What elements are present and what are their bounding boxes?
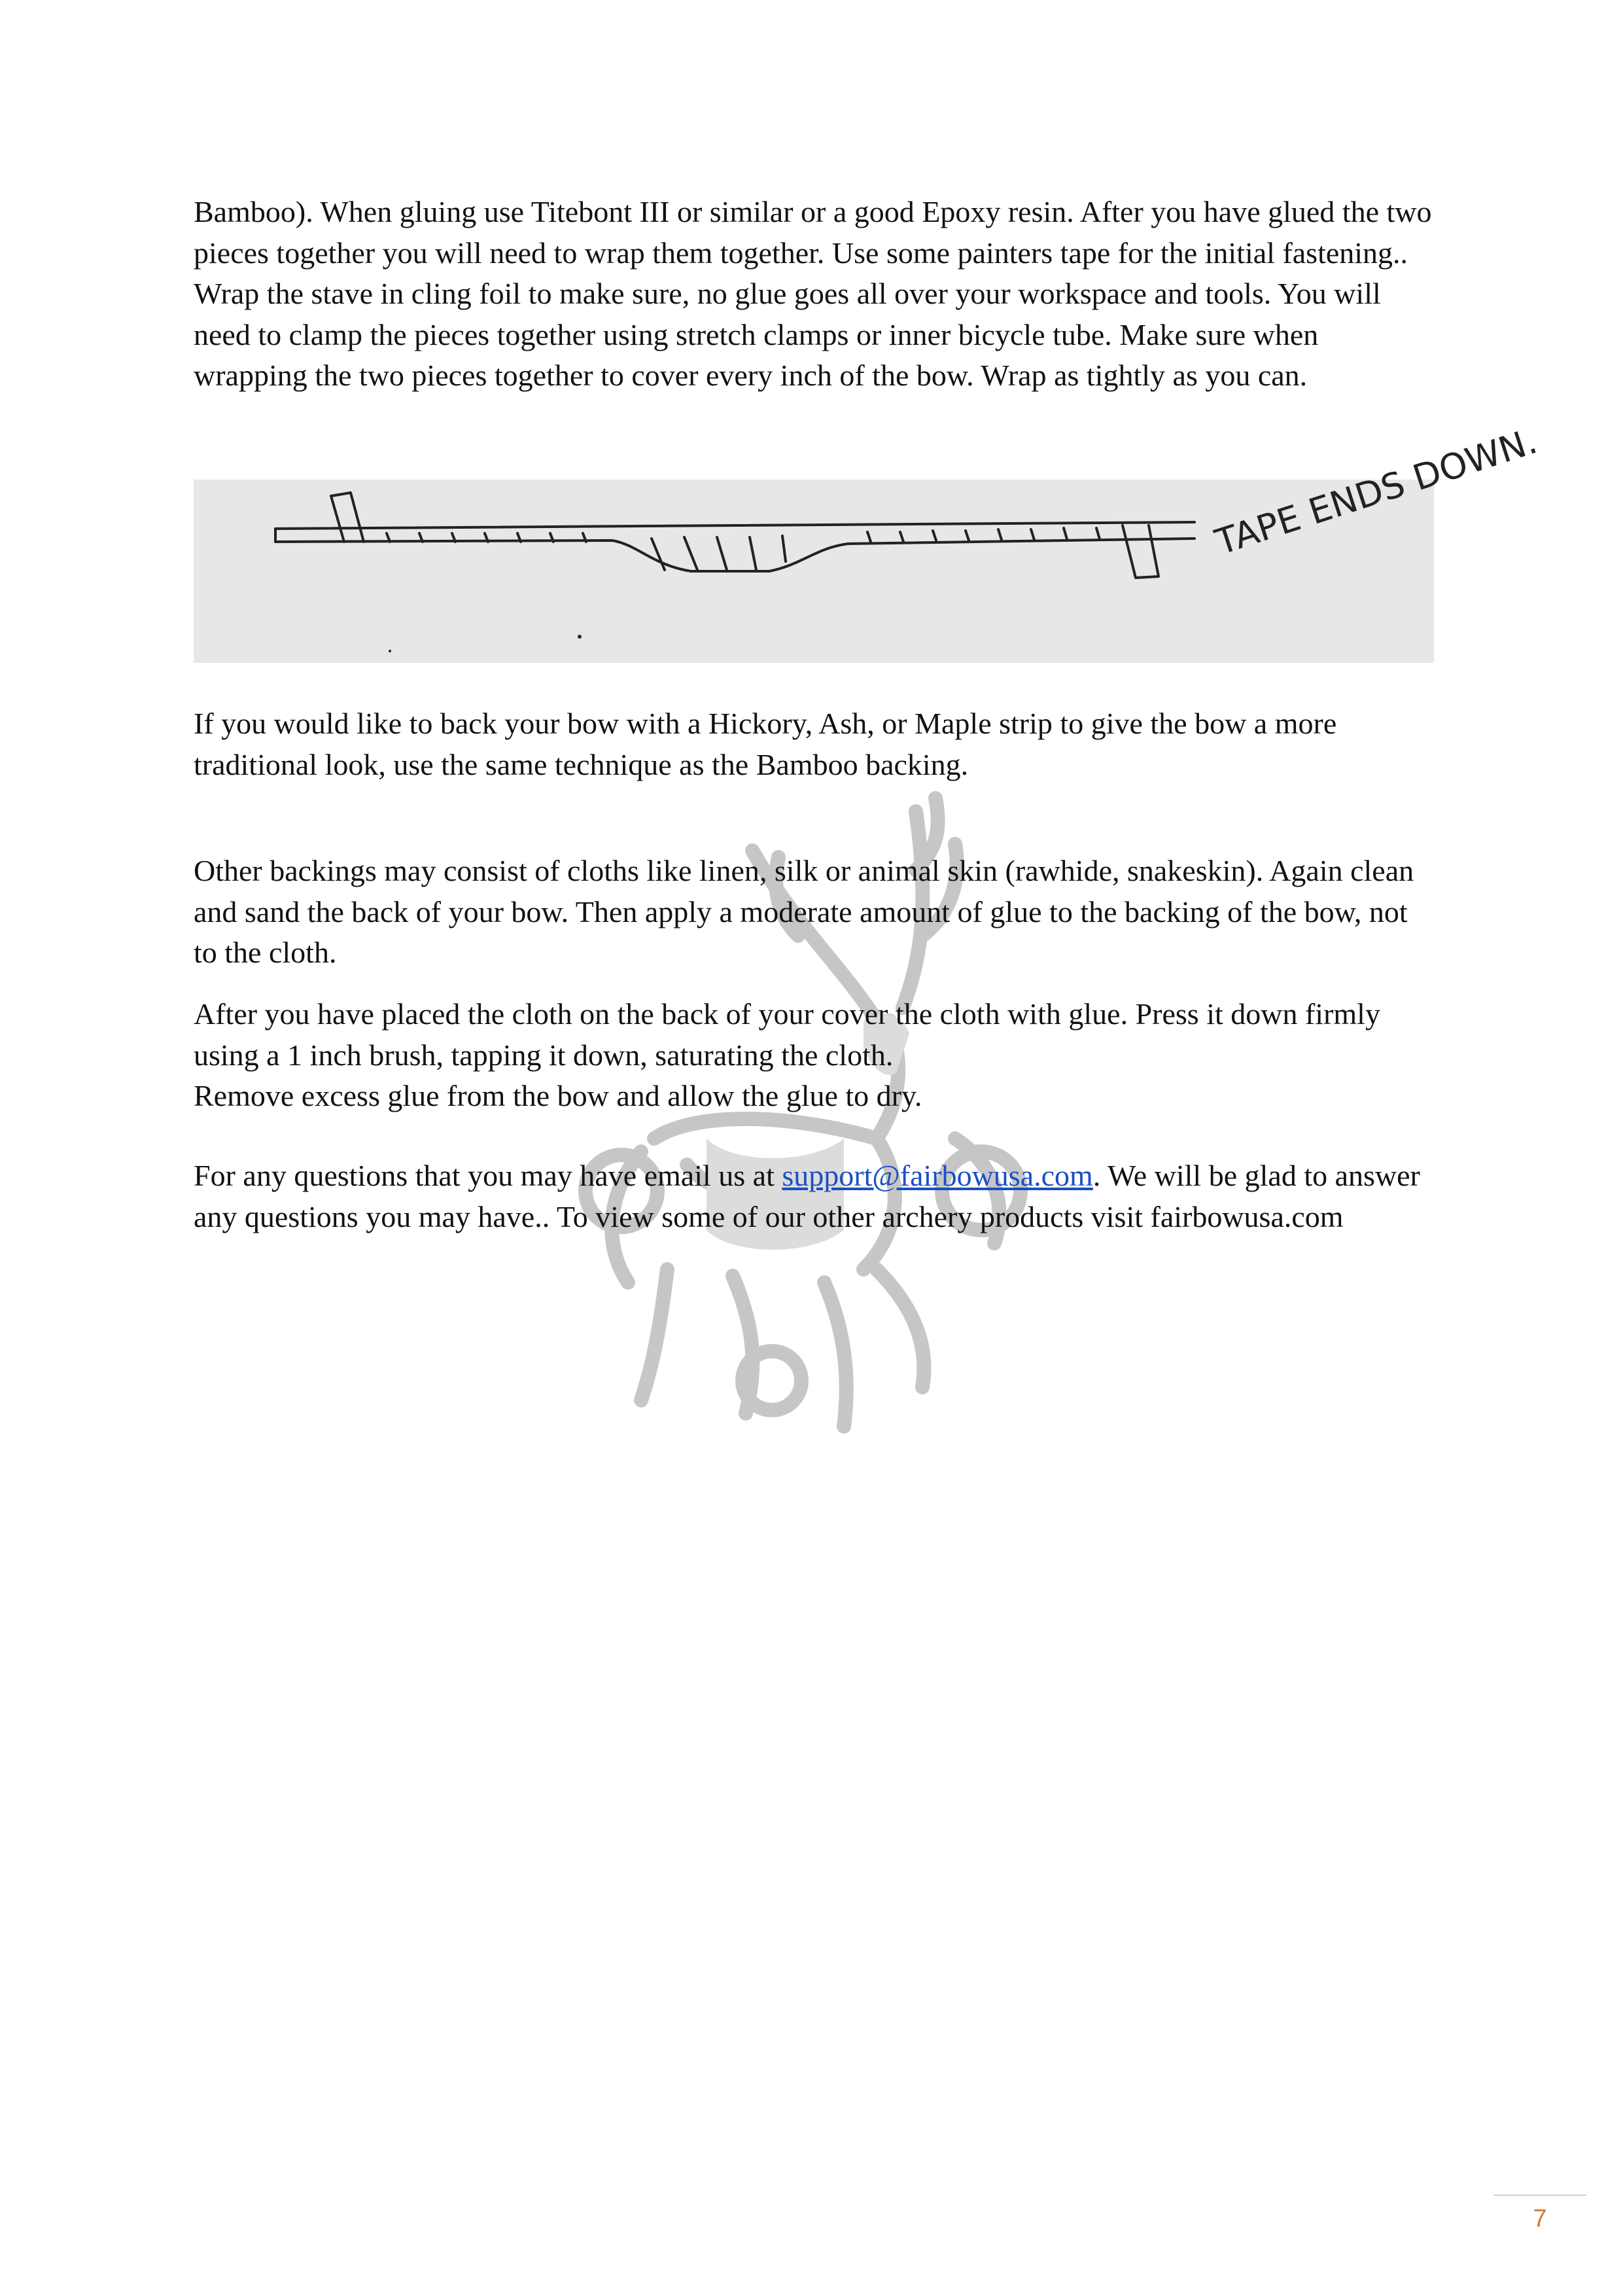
paragraph-text: Other backings may consist of cloths like linen, silk or animal skin (rawhide, snakeskin). Again clean and sand the back of your bow. Then apply a moderate amount of glue to the backing of the bow, not to the cloth. <box>194 854 1414 969</box>
support-email-link[interactable]: support@fairbowusa.com <box>782 1159 1093 1192</box>
paragraph-text-line-2: Remove excess glue from the bow and allow the glue to dry. <box>194 1079 922 1112</box>
handwritten-note-text: TAPE ENDS DOWN. <box>1210 420 1543 563</box>
paragraph-text: If you would like to back your bow with a Hickory, Ash, or Maple strip to give the bow a more traditional look, use the same technique as the Bamboo backing. <box>194 707 1337 781</box>
paragraph-hardwood-backing <box>194 703 1437 785</box>
page-number: 7 <box>1533 2205 1547 2233</box>
paragraph-cloth-backing <box>194 851 1437 974</box>
paragraph-text: Bamboo). When gluing use Titebont III or similar or a good Epoxy resin. After you have glued the two pieces together you will need to wrap them together. Use some painters tape for the initial fastening.. Wrap the stave in cling foil to make sure, no glue goes all over your workspace and tools. You will need to clamp the pieces together using stretch clamps or inner bicycle tube. Make sure when wrapping the two pieces together to cover every inch of the bow. Wrap as tightly as you can. <box>194 195 1432 392</box>
sketch-background <box>194 480 1434 663</box>
bow-wrapping-sketch <box>194 420 1543 663</box>
contact-text-after: . We will be glad to answer any questions you may have.. To view some of our other archery products visit fairbowusa.com <box>194 1159 1420 1233</box>
paragraph-cloth-application <box>194 994 1437 1117</box>
paragraph-text <box>194 1156 1437 1237</box>
paragraph-text-line-1: After you have placed the cloth on the back of your cover the cloth with glue. Press it down firmly using a 1 inch brush, tapping it down, saturating the cloth. <box>194 997 1380 1072</box>
contact-text-before: For any questions that you may have email us at <box>194 1159 782 1192</box>
footer-divider <box>1493 2195 1586 2196</box>
paragraph-contact <box>194 1156 1437 1237</box>
paragraph-gluing-instructions <box>194 192 1437 397</box>
